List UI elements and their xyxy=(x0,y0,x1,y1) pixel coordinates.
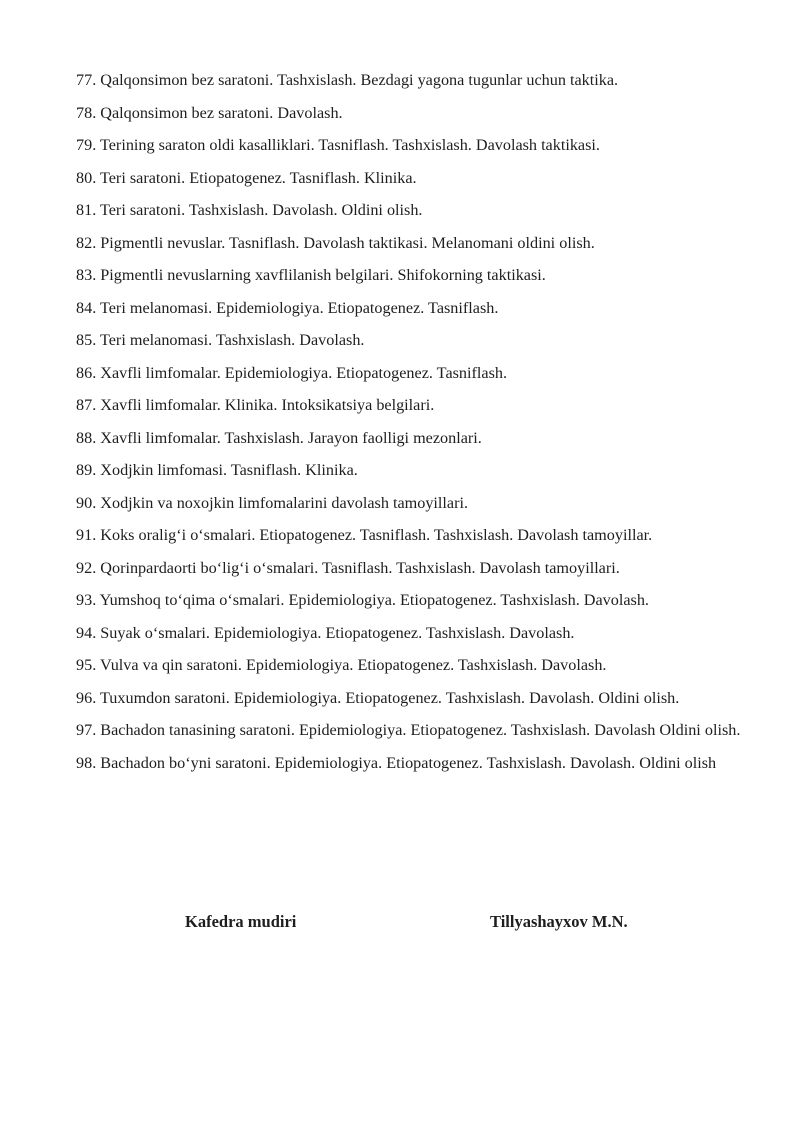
question-item: 95. Vulva va qin saratoni. Epidemiologiya. Etiopatogenez. Tashxislash. Davolash. xyxy=(76,656,607,674)
question-item: 88. Xavfli limfomalar. Tashxislash. Jarayon faolligi mezonlari. xyxy=(76,428,482,447)
question-item: 94. Suyak o‘smalari. Epidemiologiya. Etiopatogenez. Tashxislash. Davolash. xyxy=(76,623,575,642)
question-item: 98. Bachadon bo‘yni saratoni. Epidemiologiya. Etiopatogenez. Tashxislash. Davolash. Oldini olish xyxy=(76,753,717,772)
question-item: 91. Koks oralig‘i o‘smalari. Etiopatogenez. Tasniflash. Tashxislash. Davolash tamoyillar. xyxy=(76,526,653,544)
question-item: 79. Terining saraton oldi kasalliklari. Tasniflash. Tashxislash. Davolash taktikasi. xyxy=(76,136,600,154)
question-item: 89. Xodjkin limfomasi. Tasniflash. Klinika. xyxy=(76,461,358,479)
question-item: 97. Bachadon tanasining saratoni. Epidemiologiya. Etiopatogenez. Tashxislash. Davolash Oldini olish. xyxy=(76,721,741,739)
question-item: 87. Xavfli limfomalar. Klinika. Intoksikatsiya belgilari. xyxy=(76,396,435,414)
question-item: 93. Yumshoq to‘qima o‘smalari. Epidemiologiya. Etiopatogenez. Tashxislash. Davolash. xyxy=(76,591,649,609)
question-item: 82. Pigmentli nevuslar. Tasniflash. Davolash taktikasi. Melanomani oldini olish. xyxy=(76,233,595,252)
question-item: 81. Teri saratoni. Tashxislash. Davolash. Oldini olish. xyxy=(76,201,423,219)
question-item: 77. Qalqonsimon bez saratoni. Tashxislash. Bezdagi yagona tugunlar uchun taktika. xyxy=(76,71,619,89)
question-item: 86. Xavfli limfomalar. Epidemiologiya. Etiopatogenez. Tasniflash. xyxy=(76,363,508,382)
question-item: 84. Teri melanomasi. Epidemiologiya. Etiopatogenez. Tasniflash. xyxy=(76,298,499,317)
signature-title: Kafedra mudiri xyxy=(185,912,297,931)
exam-question-list xyxy=(76,64,756,779)
question-item: 78. Qalqonsimon bez saratoni. Davolash. xyxy=(76,103,343,122)
question-item: 90. Xodjkin va noxojkin limfomalarini davolash tamoyillari. xyxy=(76,493,469,512)
question-item: 85. Teri melanomasi. Tashxislash. Davolash. xyxy=(76,331,365,349)
question-item: 80. Teri saratoni. Etiopatogenez. Tasniflash. Klinika. xyxy=(76,168,417,187)
signature-name: Tillyashayxov M.N. xyxy=(490,912,628,931)
signature-block xyxy=(0,906,800,938)
question-item: 92. Qorinpardaorti bo‘lig‘i o‘smalari. Tasniflash. Tashxislash. Davolash tamoyillari. xyxy=(76,558,620,577)
question-item: 96. Tuxumdon saratoni. Epidemiologiya. Etiopatogenez. Tashxislash. Davolash. Oldini olish. xyxy=(76,688,680,707)
question-item: 83. Pigmentli nevuslarning xavflilanish belgilari. Shifokorning taktikasi. xyxy=(76,266,546,284)
